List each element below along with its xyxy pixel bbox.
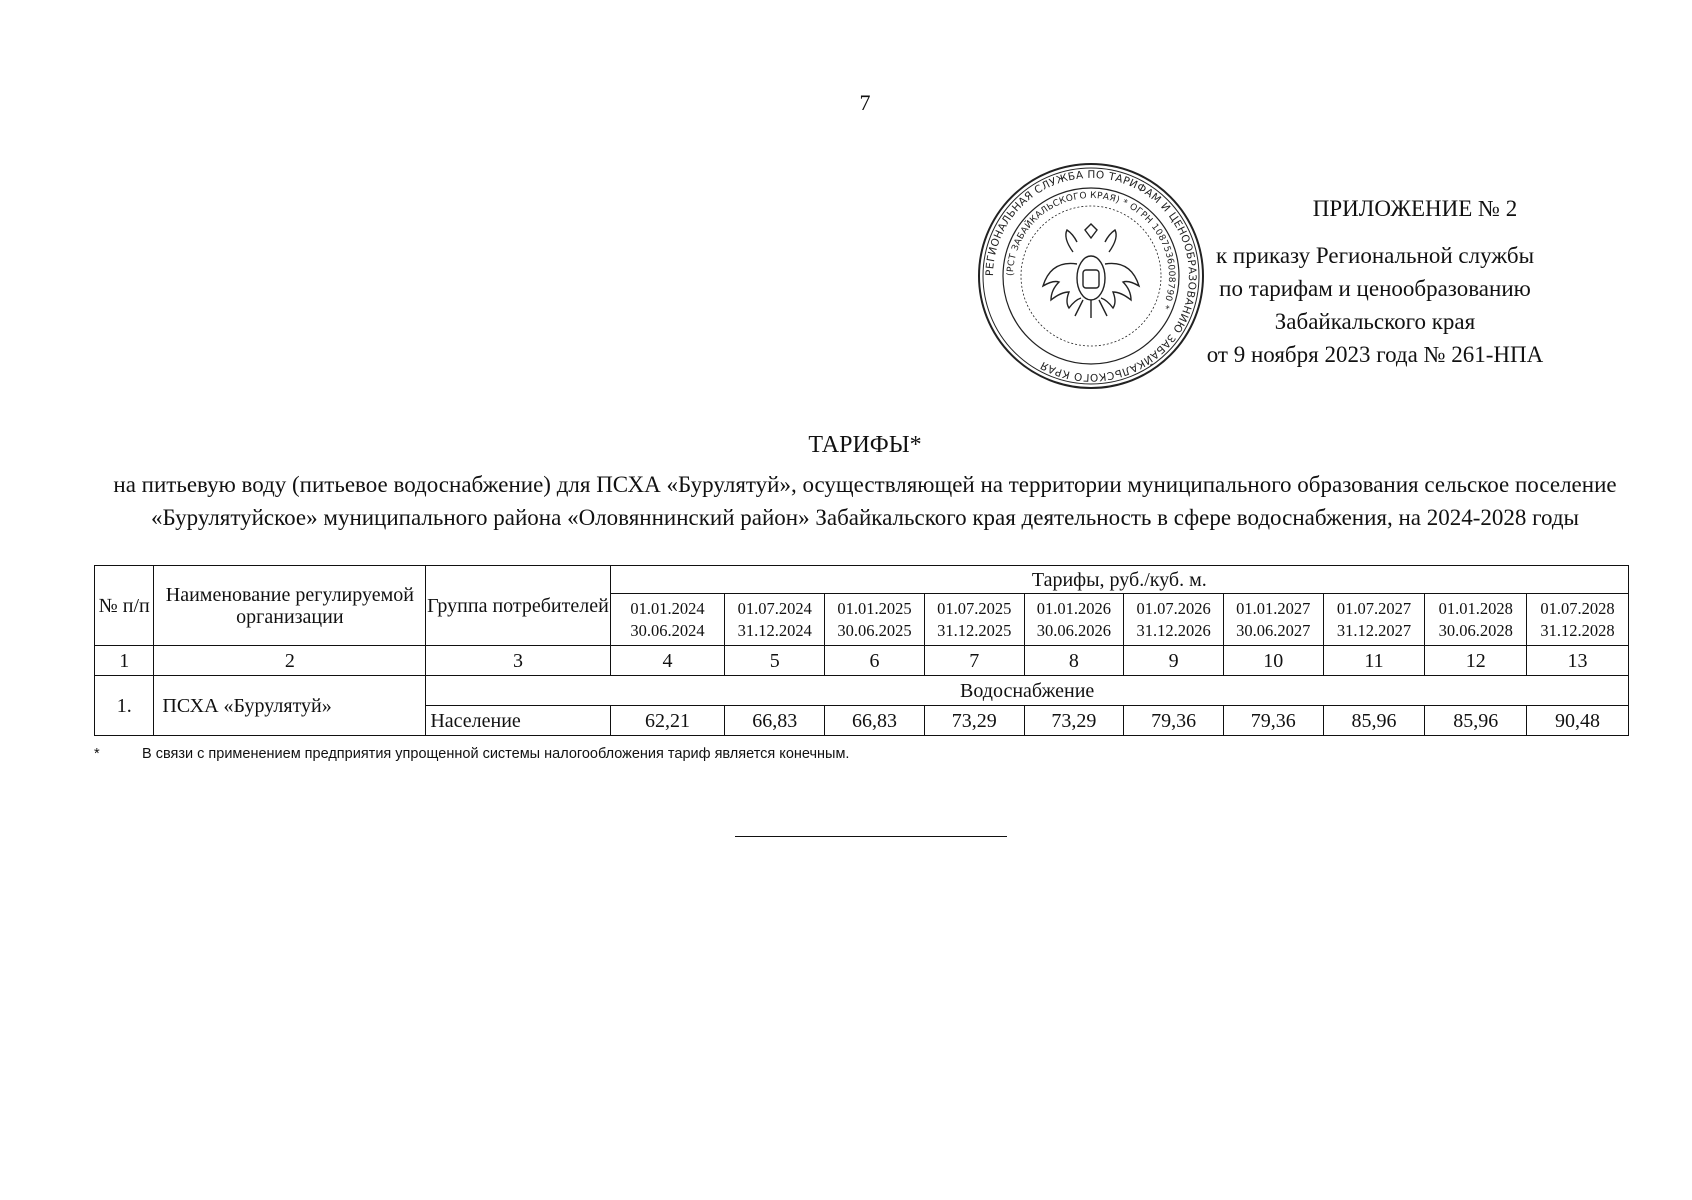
column-number: 3 — [426, 646, 610, 676]
document-subtitle: на питьевую воду (питьевое водоснабжение) для ПСХА «Бурулятуй», осуществляющей на территории муниципального образования сельское поселение «Бурулятуйское» муниципального района «Оловяннинский район» Забайкальского края деятельность в сфере водоснабжения, на 2024-2028 годы — [113, 472, 1617, 530]
period-start: 01.01.2024 — [630, 598, 705, 618]
period-start: 01.01.2028 — [1438, 598, 1513, 618]
end-divider — [735, 836, 1007, 837]
svg-text:(РСТ ЗАБАЙКАЛЬСКОГО КРАЯ) * ОГ — [1006, 191, 1176, 311]
column-number: 10 — [1223, 646, 1323, 676]
header-tariffs: Тарифы, руб./куб. м. — [610, 566, 1628, 594]
column-number: 4 — [610, 646, 725, 676]
tariff-value: 85,96 — [1323, 706, 1425, 736]
row-number: 1. — [95, 676, 154, 736]
period-start: 01.07.2025 — [937, 598, 1012, 618]
tariff-period-header — [1425, 594, 1527, 646]
period-end: 31.12.2027 — [1336, 620, 1412, 640]
tariff-period-header — [1223, 594, 1323, 646]
period-start: 01.07.2027 — [1336, 598, 1412, 618]
column-number: 11 — [1323, 646, 1425, 676]
header-number: № п/п — [95, 566, 154, 646]
period-start: 01.01.2025 — [837, 598, 912, 618]
column-number: 1 — [95, 646, 154, 676]
column-number: 2 — [154, 646, 426, 676]
tariff-period-header — [825, 594, 925, 646]
period-end: 30.06.2027 — [1236, 620, 1311, 640]
column-number: 9 — [1124, 646, 1224, 676]
header-organization: Наименование регулируемой организации — [154, 566, 426, 646]
page-number: 7 — [859, 90, 871, 115]
period-start: 01.01.2026 — [1036, 598, 1112, 618]
period-end: 31.12.2024 — [737, 620, 812, 640]
appendix-line: к приказу Региональной службы — [1215, 243, 1535, 268]
row-organization: ПСХА «Бурулятуй» — [154, 676, 426, 736]
period-end: 31.12.2028 — [1540, 620, 1615, 640]
tariffs-table — [94, 565, 1629, 736]
tariff-period-header — [725, 594, 825, 646]
footnote-text: В связи с применением предприятия упрощенной системы налогообложения тариф является конечным. — [142, 746, 850, 762]
column-number: 5 — [725, 646, 825, 676]
period-end: 30.06.2025 — [837, 620, 912, 640]
tariff-value: 79,36 — [1124, 706, 1224, 736]
column-number: 13 — [1527, 646, 1629, 676]
tariff-value: 62,21 — [610, 706, 725, 736]
period-end: 31.12.2025 — [937, 620, 1012, 640]
coat-of-arms-icon — [1043, 224, 1139, 318]
footnote — [94, 746, 849, 762]
period-start: 01.07.2028 — [1540, 598, 1615, 618]
tariff-value: 79,36 — [1223, 706, 1323, 736]
tariff-value: 85,96 — [1425, 706, 1527, 736]
tariff-value: 66,83 — [725, 706, 825, 736]
footnote-mark: * — [94, 746, 100, 762]
seal-inner-text: (РСТ ЗАБАЙКАЛЬСКОГО КРАЯ) * ОГРН 1087536008790 * — [1005, 190, 1177, 311]
period-end: 31.12.2026 — [1136, 620, 1211, 640]
section-water-supply: Водоснабжение — [426, 676, 1629, 706]
appendix-title: ПРИЛОЖЕНИЕ № 2 — [1312, 196, 1518, 221]
header-consumer-group: Группа потребителей — [426, 566, 610, 646]
document-title: ТАРИФЫ* — [808, 432, 922, 458]
tariff-period-header — [924, 594, 1024, 646]
tariff-period-header — [1323, 594, 1425, 646]
tariff-value: 90,48 — [1527, 706, 1629, 736]
period-start: 01.07.2026 — [1136, 598, 1211, 618]
column-number: 7 — [924, 646, 1024, 676]
tariff-value: 73,29 — [924, 706, 1024, 736]
appendix-line: Забайкальского края — [1274, 309, 1476, 334]
column-number: 6 — [825, 646, 925, 676]
appendix-block — [1165, 192, 1585, 371]
appendix-line: от 9 ноября 2023 года № 261-НПА — [1206, 342, 1544, 367]
period-start: 01.01.2027 — [1236, 598, 1311, 618]
tariff-period-header — [1527, 594, 1629, 646]
tariff-value: 66,83 — [825, 706, 925, 736]
row-consumer-group: Население — [426, 706, 610, 736]
appendix-line: по тарифам и ценообразованию — [1219, 276, 1531, 301]
column-number: 12 — [1425, 646, 1527, 676]
tariff-value: 73,29 — [1024, 706, 1124, 736]
tariff-period-header — [610, 594, 725, 646]
period-end: 30.06.2026 — [1036, 620, 1112, 640]
period-end: 30.06.2028 — [1438, 620, 1513, 640]
column-number: 8 — [1024, 646, 1124, 676]
tariff-period-header — [1124, 594, 1224, 646]
tariff-period-header — [1024, 594, 1124, 646]
seal-outer-text: РЕГИОНАЛЬНАЯ СЛУЖБА ПО ТАРИФАМ И ЦЕНООБРАЗОВАНИЮ ЗАБАЙКАЛЬСКОГО КРАЯ — [983, 168, 1199, 384]
period-start: 01.07.2024 — [737, 598, 812, 618]
period-end: 30.06.2024 — [630, 620, 705, 640]
